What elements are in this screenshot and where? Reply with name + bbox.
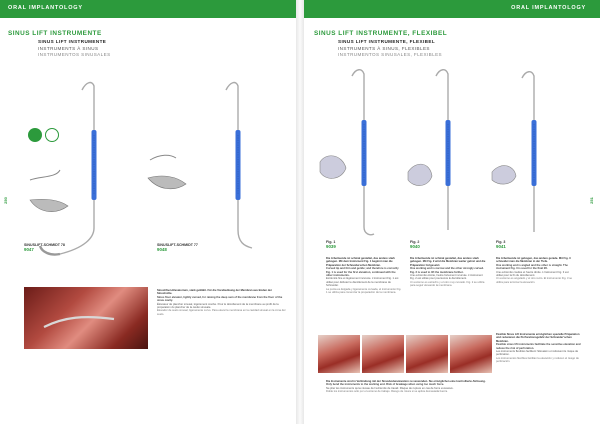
instrument-9041: [492, 72, 537, 232]
bottom-en: Only bend the instruments to the working end. Risk of breakage when using too much force.: [326, 383, 445, 387]
note-de: Flexible Sinus Lift Instrumente ermöglichen spezielle Präparation und reduzieren die Perforationsgefahr der Schneider'schen Membran.: [496, 333, 580, 343]
bottom-es: Doble los instrumentos sólo por el extremo de trabajo. Riesgo de rotura si se aplica demasiada fuerza.: [326, 390, 448, 394]
text-fr: Une extrémité étroite, l'autre fortement incurvée. L'instrument Fig. 2 est utilisé pour poursuivre le décollement.: [410, 274, 483, 281]
bottom-de: Die Instrumente sind in Verbindung mit der Sinusbodenelevation zu verwenden. Sie ermöglichen eine kontrollierte Ablösung.: [326, 380, 486, 383]
text-es: Un extremo es angulado y el otro recto. El instrumento Fig. 3 se utiliza para terminar la elevación.: [496, 277, 573, 284]
text-en: One working end is angled and the other is straight. The instrument Fig. 3 is used for the final lift.: [496, 263, 568, 271]
product-number: 9040: [410, 243, 420, 249]
right-side-note: [496, 333, 584, 364]
instrument-9047: [40, 83, 97, 255]
text-en: Curved tip and thin and gentle; and therefore is correctly Fig. 1 is used for the first elevation, continued with the other instruments.: [326, 267, 399, 278]
right-subtitle-es: INSTRUMENTOS SINUSALES, FLEXIBLES: [338, 52, 442, 58]
right-instruments-illustration: [312, 62, 552, 242]
left-instruments-illustration: [20, 70, 280, 270]
left-surgery-photo: [24, 287, 148, 349]
left-subtitle-en: INSTRUMENTS À SINUS: [38, 45, 99, 51]
product-fig: Fig. 1: [326, 240, 336, 244]
right-product-3-text: [496, 257, 576, 284]
right-subtitle: [338, 39, 442, 59]
photo-instrument-overlay: [24, 287, 148, 349]
product-code: SINUSLIFT-SCHMIDT 78: [24, 243, 65, 247]
right-page-number: 251: [588, 197, 594, 204]
instrument-9039: [320, 70, 374, 235]
note-en: Flexible sinus lift instruments facilitate the sensitive elevation and reduce the risk of perforation.: [496, 343, 581, 350]
bottom-fr: Ne plier les instruments qu'au niveau de l'extrémité de travail. Risque de rupture en cas de force excessive.: [326, 386, 454, 390]
product-number: 9047: [24, 246, 34, 252]
surgery-photo-4: [450, 335, 492, 373]
surgery-photo-3: [406, 335, 448, 373]
left-photo-caption: [157, 289, 287, 316]
right-product-2-text: [410, 257, 486, 288]
instrument-tip-detail: [30, 155, 186, 211]
text-fr: Extrémité fine et légèrement incurvée. L'instrument Fig. 1 est utilisé pour débuter le décollement de la membrane de Schneider.: [326, 277, 399, 288]
left-header-title: ORAL IMPLANTOLOGY: [8, 5, 83, 11]
right-subtitle-de: SINUS LIFT INSTRUMENTE, FLEXIBEL: [338, 39, 436, 44]
product-fig: Fig. 3: [496, 240, 506, 244]
product-code: SINUSLIFT-SCHMIDT 77: [157, 243, 198, 247]
left-product-1: [24, 243, 65, 252]
instrument-9048: [226, 83, 252, 248]
right-bottom-caption: [326, 380, 492, 394]
left-section-title: SINUS LIFT INSTRUMENTE: [8, 30, 102, 37]
instrument-9040: [408, 70, 451, 230]
product-number: 9039: [326, 243, 336, 249]
right-product-1-text: [326, 257, 402, 294]
note-fr: Les instruments flexibles facilitent l'élévation et réduisent le risque de perforation.: [496, 350, 579, 357]
text-en: One working end is narrow and the other strongly curved. Fig. 2 is used to lift the membrane further.: [410, 267, 484, 274]
text-de: Die Arbeitsende ist schmal gestaltet, das andere stark gebogen. Mit dem Instrument Fig. 1 beginnt man die Präparation der Schneiderschen Membran.: [326, 257, 395, 267]
right-section-title: SINUS LIFT INSTRUMENTE, FLEXIBEL: [314, 30, 448, 37]
product-fig: Fig. 2: [410, 240, 420, 244]
left-subtitle-de: SINUS LIFT INSTRUMENTE: [38, 39, 107, 44]
text-es: La punta es delgada y ligeramente curvada, el instrumento Fig. 1 se utiliza para comenzar la preparación de la membrana.: [326, 287, 402, 295]
caption-fr: Élévateur de plancher sinusal, légèrement courbe. Pour le décollement de la membrane au profit de la préparation du plancher de la cavité sinusale.: [157, 302, 279, 310]
product-number: 9048: [157, 246, 167, 252]
text-fr: Une extrémité coudée et l'autre droite. L'instrument Fig. 3 est utilisé pour la fin du décollement.: [496, 270, 569, 278]
text-es: Un extremo es estrecho y el otro muy curvado. Fig. 2 se utiliza para seguir elevando la membrana.: [410, 280, 485, 288]
product-number: 9041: [496, 243, 506, 249]
page-gutter: [296, 0, 304, 424]
right-subtitle-en: INSTRUMENTS À SINUS, FLEXIBLES: [338, 45, 430, 51]
caption-en: Sinus floor elevator, lightly curved, for raising the deep sum of the membrane from the floor of the sinus cavity.: [157, 295, 283, 303]
left-subtitle-es: INSTRUMENTOS SINUSALES: [38, 52, 111, 58]
right-header-title: ORAL IMPLANTOLOGY: [511, 5, 586, 11]
left-subtitle: [38, 39, 111, 59]
caption-de: Sinuslifnen-Elevatorium, stark gebläht. Für die Vorabwöbung der Membran aus Boden der Sinushohle.: [157, 289, 272, 296]
right-product-3: [496, 240, 506, 249]
surgery-photo-1: [318, 335, 360, 373]
text-de: Die Arbeitsende ist schmal gestaltet, das andere stark gebogen. Mit Fig. 2 wird die Membran weiter gelöst und die Präparation fortgesetzt.: [410, 257, 486, 267]
right-product-1: [326, 240, 336, 249]
text-de: Die Arbeitsende ist gebogen, das andere gerade. Mit Fig. 3 schneidet man die Membran in der Tiefe.: [496, 257, 571, 264]
right-product-2: [410, 240, 420, 249]
surgery-photo-2: [362, 335, 404, 373]
note-es: Los instrumentos flexibles facilitan la elevación y reducen el riesgo de perforación.: [496, 356, 579, 364]
left-page-number: 250: [2, 197, 8, 204]
caption-es: Elevador de suelo sinusal, ligeramente curvo. Para elevar la membrana en la cavidad sinusal en la zona del suelo.: [157, 309, 286, 316]
left-product-2: [157, 243, 198, 252]
